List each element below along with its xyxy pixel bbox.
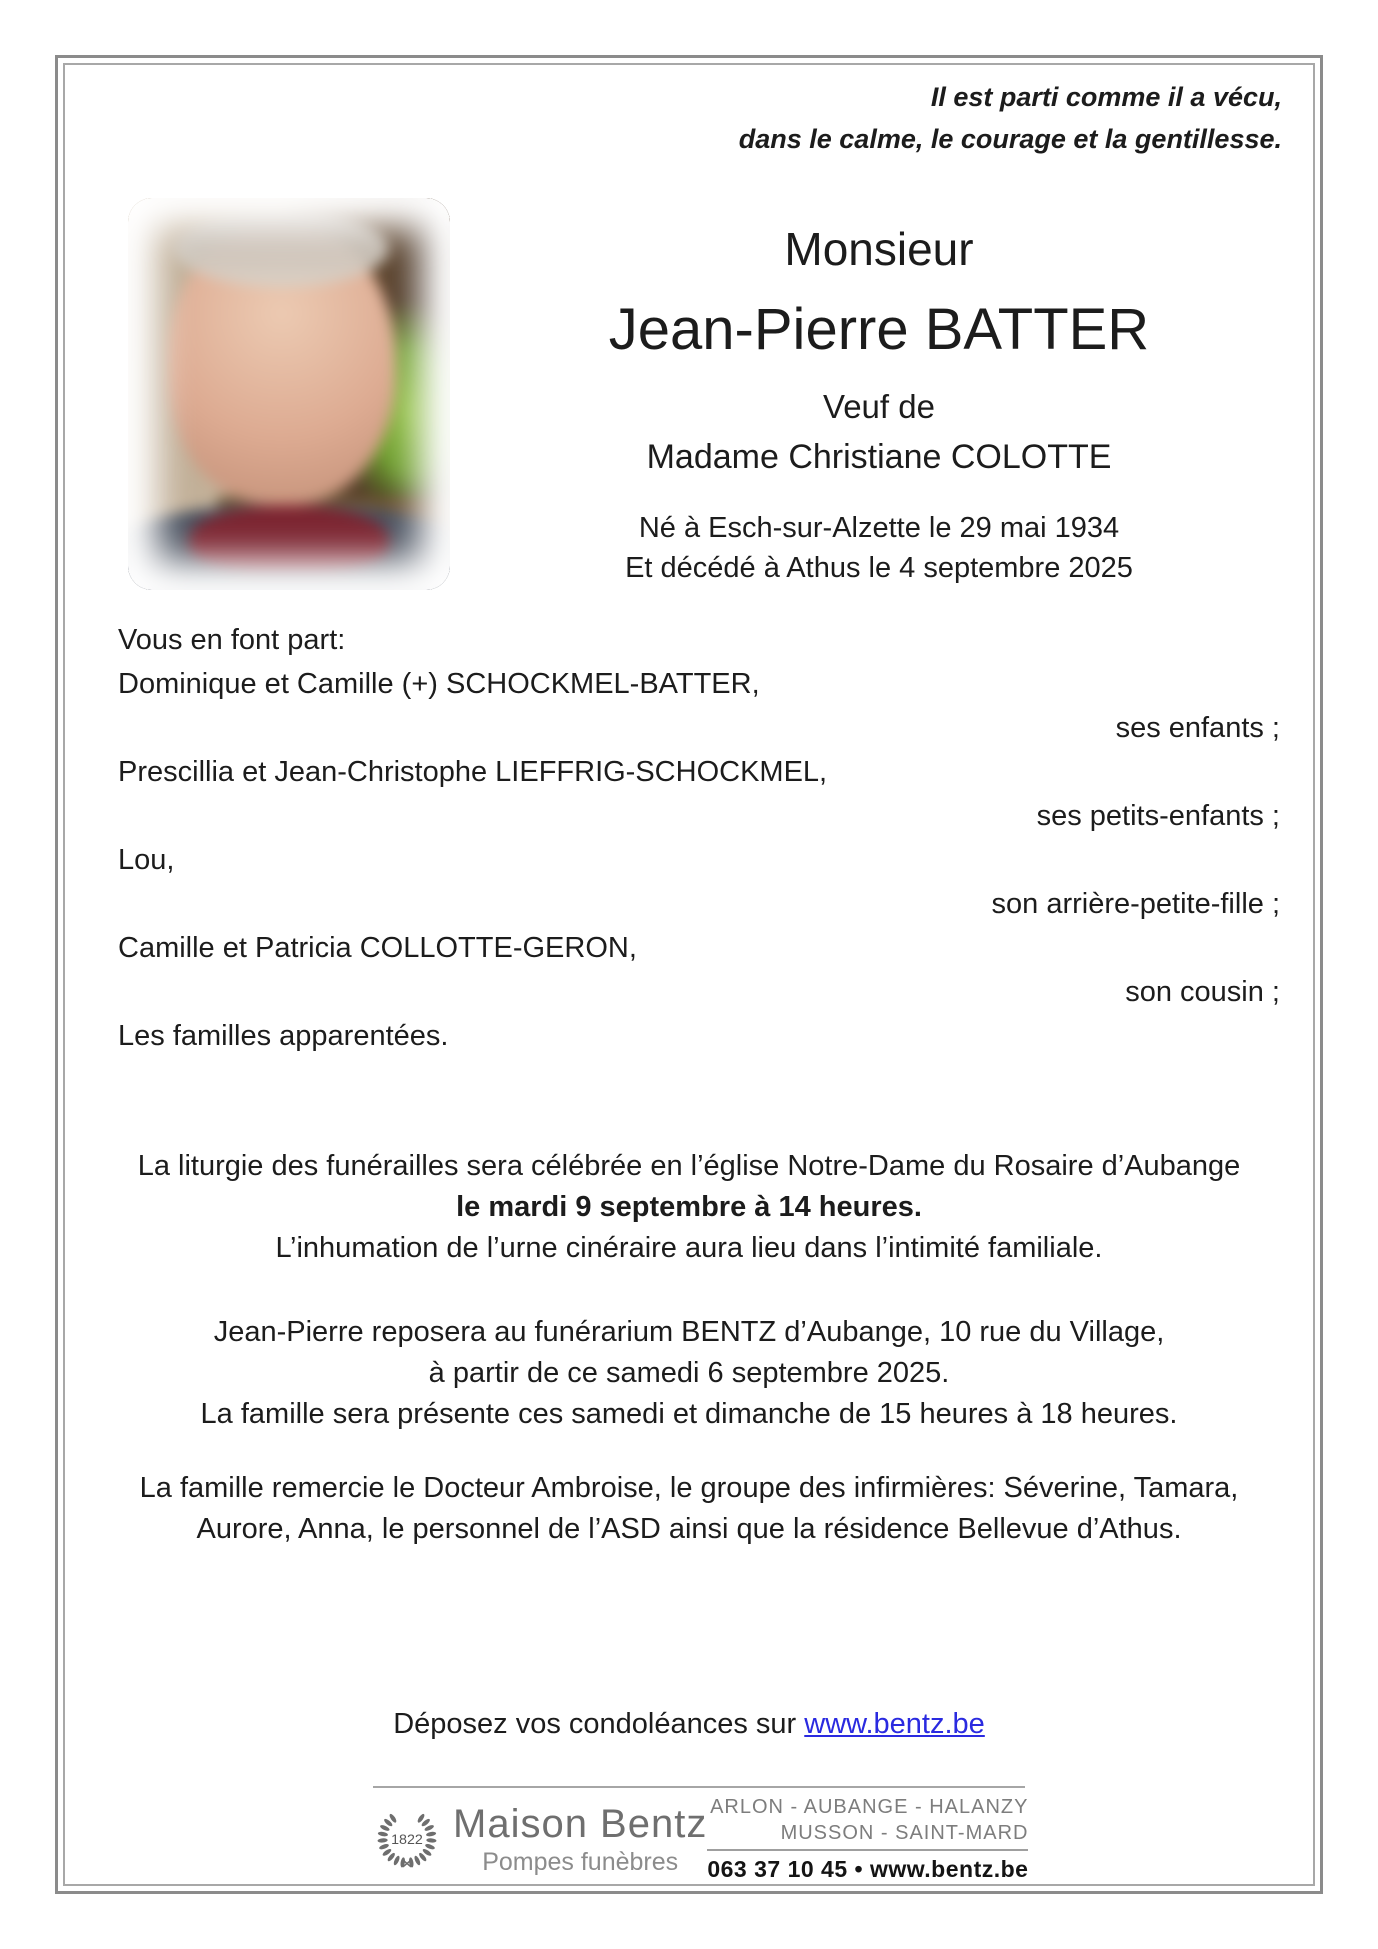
- repose-line3: La famille sera présente ces samedi et dimanche de 15 heures à 18 heures.: [200, 1398, 1178, 1430]
- condolences-line: [60, 1708, 1318, 1741]
- phone-and-website: 063 37 10 45 • www.bentz.be: [707, 1856, 1029, 1882]
- repose-line1: Jean-Pierre reposera au funérarium BENTZ d’Aubange, 10 rue du Village,: [213, 1316, 1165, 1348]
- liturgy-paragraph: [60, 1146, 1318, 1269]
- thanks-line2: Aurore, Anna, le personnel de l’ASD ainsi que la résidence Bellevue d’Athus.: [196, 1513, 1182, 1545]
- deceased-header: [450, 210, 1308, 588]
- relation-line: ses petits-enfants ;: [1036, 800, 1280, 832]
- family-line: Camille et Patricia COLLOTTE-GERON,: [118, 932, 637, 964]
- funeral-home-brand: [453, 1802, 707, 1876]
- relation-line: son cousin ;: [1125, 976, 1280, 1008]
- footer-divider-rule: [373, 1786, 1025, 1788]
- epitaph-quote-line2: dans le calme, le courage et la gentillesse.: [738, 124, 1282, 154]
- liturgy-date-line: le mardi 9 septembre à 14 heures.: [456, 1191, 922, 1223]
- funeral-home-footer: [373, 1794, 1029, 1883]
- relation-line: ses enfants ;: [1115, 712, 1280, 744]
- relation-line: son arrière-petite-fille ;: [991, 888, 1280, 920]
- epitaph-quote-line1: Il est parti comme il a vécu,: [930, 82, 1282, 112]
- portrait-photo: [128, 198, 450, 590]
- family-line: Prescillia et Jean-Christophe LIEFFRIG-SCHOCKMEL,: [118, 756, 828, 788]
- cities-line2: MUSSON - SAINT-MARD: [780, 1822, 1029, 1844]
- deceased-name: Jean-Pierre BATTER: [608, 297, 1150, 362]
- thanks-line1: La famille remercie le Docteur Ambroise, le groupe des infirmières: Séverine, Tamara,: [139, 1472, 1239, 1504]
- epitaph-quote: [739, 76, 1282, 160]
- cities-line1: ARLON - AUBANGE - HALANZY: [710, 1796, 1029, 1818]
- brand-name: Maison Bentz: [453, 1801, 708, 1846]
- death-line: Et décédé à Athus le 4 septembre 2025: [625, 552, 1133, 584]
- repose-line2: à partir de ce samedi 6 septembre 2025.: [428, 1357, 950, 1389]
- family-closing: Les familles apparentées.: [118, 1020, 449, 1052]
- announcement-intro: Vous en font part:: [118, 624, 346, 656]
- liturgy-line1: La liturgie des funérailles sera célébrée en l’église Notre-Dame du Rosaire d’Aubange: [137, 1150, 1241, 1182]
- civility-title: Monsieur: [784, 223, 974, 275]
- condolences-link[interactable]: www.bentz.be: [804, 1708, 985, 1740]
- repose-paragraph: [60, 1312, 1318, 1435]
- funeral-home-contact: [707, 1794, 1028, 1883]
- family-line: Lou,: [118, 844, 175, 876]
- spouse-name: Madame Christiane COLOTTE: [646, 438, 1112, 476]
- laurel-wreath-icon: [373, 1799, 441, 1879]
- photo-feathered-edge: [128, 198, 450, 590]
- liturgy-line3: L’inhumation de l’urne cinéraire aura lieu dans l’intimité familiale.: [275, 1232, 1103, 1264]
- widower-label: Veuf de: [823, 388, 935, 425]
- thanks-paragraph: [60, 1468, 1318, 1550]
- svg-text:1822: 1822: [391, 1831, 423, 1848]
- family-announcement: [118, 618, 1280, 1058]
- cities-block: [707, 1794, 1028, 1851]
- family-line: Dominique et Camille (+) SCHOCKMEL-BATTER,: [118, 668, 760, 700]
- brand-subtitle: Pompes funèbres: [482, 1847, 679, 1876]
- birth-line: Né à Esch-sur-Alzette le 29 mai 1934: [638, 512, 1120, 544]
- condolences-text: Déposez vos condoléances sur: [393, 1708, 805, 1740]
